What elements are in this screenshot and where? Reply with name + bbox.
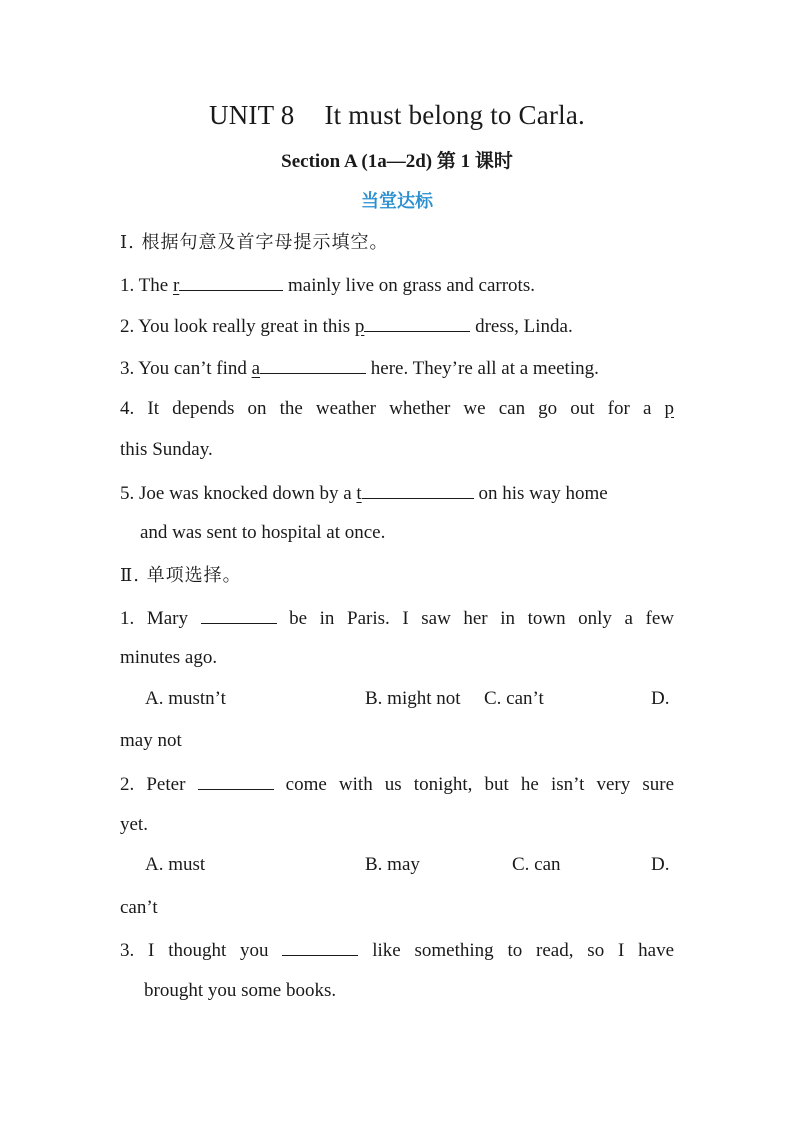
hint-letter: t (356, 483, 362, 504)
option-b[interactable]: B. may (365, 854, 420, 875)
part2-heading: Ⅱ. 单项选择。 (120, 565, 242, 586)
unit-number: UNIT 8 (209, 100, 295, 130)
answer-blank[interactable] (198, 771, 274, 790)
hint-letter: r (172, 275, 180, 296)
question-3-cont: brought you some books. (144, 980, 337, 1001)
answer-blank[interactable] (362, 480, 474, 499)
section-subtitle: Section A (1a—2d) 第 1 课时 (281, 151, 513, 172)
option-b[interactable]: B. might not (365, 688, 461, 709)
hint-letter: a (251, 358, 261, 379)
option-a[interactable]: A. mustn’t (145, 688, 226, 709)
question-2-cont: yet. (120, 814, 148, 835)
part1-item-3: 3. You can’t find a here. They’re all at a meeting. (120, 355, 674, 381)
part1-heading: Ⅰ. 根据句意及首字母提示填空。 (120, 232, 389, 253)
answer-blank[interactable] (282, 937, 358, 956)
answer-blank[interactable] (260, 355, 366, 374)
lesson-tag: 当堂达标 (361, 191, 433, 212)
unit-title: It must belong to Carla. (324, 100, 585, 130)
option-d[interactable]: D. (651, 688, 670, 709)
question-1: 1. Mary be in Paris. I saw her in town only a few (120, 605, 674, 631)
answer-blank[interactable] (364, 313, 470, 332)
part1-item-4-cont: this Sunday. (120, 439, 213, 460)
option-d[interactable]: D. (651, 854, 670, 875)
option-d-cont: can’t (120, 897, 158, 918)
question-1-cont: minutes ago. (120, 647, 218, 668)
part1-item-5: 5. Joe was knocked down by a t on his way home (120, 480, 674, 506)
answer-blank[interactable] (201, 605, 277, 624)
part1-item-4: 4. It depends on the weather whether we can go out for a p (120, 398, 675, 419)
question-3: 3. I thought you like something to read, so I have (120, 937, 674, 963)
question-2: 2. Peter come with us tonight, but he isn’t very sure (120, 771, 674, 797)
option-c[interactable]: C. can’t (484, 688, 544, 709)
answer-blank[interactable] (179, 272, 283, 291)
part1-item-5-cont: and was sent to hospital at once. (140, 522, 386, 543)
part1-item-1: 1. The r mainly live on grass and carrots. (120, 272, 674, 298)
part1-item-2: 2. You look really great in this p dress, Linda. (120, 313, 674, 339)
hint-letter: p (354, 316, 365, 337)
option-a[interactable]: A. must (145, 854, 206, 875)
option-c[interactable]: C. can (512, 854, 561, 875)
option-d-cont: may not (120, 730, 182, 751)
page-title (0, 100, 794, 131)
hint-letter: p (664, 398, 675, 419)
